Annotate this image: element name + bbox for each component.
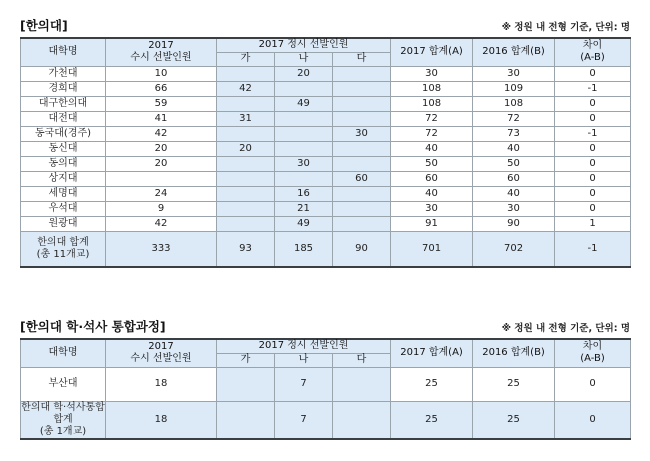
cell-a: 108 (391, 96, 473, 111)
header-diff: 차이 (A-B) (555, 38, 631, 66)
cell-total-b: 25 (473, 401, 555, 439)
cell-diff: 0 (555, 96, 631, 111)
cell-da (333, 96, 391, 111)
cell-na: 49 (275, 216, 333, 231)
table-row (21, 216, 631, 231)
header-ga: 가 (217, 353, 275, 367)
cell-total-ga (217, 401, 275, 439)
cell-susi (106, 171, 217, 186)
cell-a: 72 (391, 111, 473, 126)
header-name: 대학명 (21, 38, 106, 66)
cell-na (275, 126, 333, 141)
cell-ga (217, 126, 275, 141)
header-na: 나 (275, 353, 333, 367)
cell-b: 50 (473, 156, 555, 171)
cell-total-ga: 93 (217, 231, 275, 267)
cell-ga: 20 (217, 141, 275, 156)
cell-b: 109 (473, 81, 555, 96)
header-sum2017: 2017 합계(A) (391, 339, 473, 367)
cell-a: 30 (391, 201, 473, 216)
cell-da (333, 216, 391, 231)
cell-da (333, 201, 391, 216)
cell-total-a: 25 (391, 401, 473, 439)
header-susi: 2017 수시 선발인원 (106, 339, 217, 367)
cell-a: 40 (391, 141, 473, 156)
cell-da (333, 156, 391, 171)
header-jeongsi: 2017 정시 선발인원 (217, 38, 391, 52)
cell-diff: 0 (555, 171, 631, 186)
cell-a: 25 (391, 367, 473, 401)
cell-da (333, 66, 391, 81)
cell-ga: 42 (217, 81, 275, 96)
table-row (21, 96, 631, 111)
cell-total-a: 701 (391, 231, 473, 267)
cell-b: 30 (473, 66, 555, 81)
cell-diff: 0 (555, 186, 631, 201)
cell-na: 20 (275, 66, 333, 81)
table-row (21, 171, 631, 186)
header-da: 다 (333, 353, 391, 367)
cell-total-na: 7 (275, 401, 333, 439)
cell-na: 16 (275, 186, 333, 201)
cell-diff: 0 (555, 141, 631, 156)
table-hanuidae-integrated (20, 338, 631, 440)
cell-b: 73 (473, 126, 555, 141)
cell-susi: 18 (106, 367, 217, 401)
header-jeongsi: 2017 정시 선발인원 (217, 339, 391, 353)
cell-total-na: 185 (275, 231, 333, 267)
cell-a: 108 (391, 81, 473, 96)
cell-na: 7 (275, 367, 333, 401)
table-row (21, 81, 631, 96)
header-na: 나 (275, 52, 333, 66)
cell-na: 49 (275, 96, 333, 111)
cell-a: 30 (391, 66, 473, 81)
cell-susi: 10 (106, 66, 217, 81)
cell-a: 50 (391, 156, 473, 171)
cell-na (275, 141, 333, 156)
cell-na (275, 81, 333, 96)
cell-ga (217, 171, 275, 186)
cell-b: 30 (473, 201, 555, 216)
cell-diff: 0 (555, 367, 631, 401)
cell-name: 가천대 (21, 66, 106, 81)
cell-da (333, 367, 391, 401)
cell-name: 부산대 (21, 367, 106, 401)
section2-note: ※ 정원 내 전형 기준, 단위: 명 (501, 323, 630, 334)
cell-a: 60 (391, 171, 473, 186)
header-diff: 차이 (A-B) (555, 339, 631, 367)
cell-diff: -1 (555, 126, 631, 141)
header-name: 대학명 (21, 339, 106, 367)
cell-name: 원광대 (21, 216, 106, 231)
cell-b: 60 (473, 171, 555, 186)
header-da: 다 (333, 52, 391, 66)
cell-da (333, 81, 391, 96)
cell-susi: 42 (106, 126, 217, 141)
cell-total-b: 702 (473, 231, 555, 267)
cell-da: 60 (333, 171, 391, 186)
cell-b: 40 (473, 186, 555, 201)
cell-ga (217, 156, 275, 171)
cell-na: 21 (275, 201, 333, 216)
header-ga: 가 (217, 52, 275, 66)
cell-total-diff: -1 (555, 231, 631, 267)
cell-diff: 0 (555, 201, 631, 216)
cell-name: 경희대 (21, 81, 106, 96)
cell-diff: 0 (555, 66, 631, 81)
cell-name: 동국대(경주) (21, 126, 106, 141)
header-sum2017: 2017 합계(A) (391, 38, 473, 66)
cell-name: 우석대 (21, 201, 106, 216)
cell-ga (217, 66, 275, 81)
cell-susi: 9 (106, 201, 217, 216)
cell-da (333, 111, 391, 126)
cell-name: 대구한의대 (21, 96, 106, 111)
table-row (21, 201, 631, 216)
section1-title: [한의대] (20, 18, 68, 33)
table-hanuidae (20, 37, 631, 268)
cell-a: 91 (391, 216, 473, 231)
table-row (21, 66, 631, 81)
cell-diff: -1 (555, 81, 631, 96)
cell-ga (217, 96, 275, 111)
cell-total-name: 한의대 학·석사통합 합계 (총 1개교) (21, 401, 105, 437)
cell-ga (217, 367, 275, 401)
cell-na (275, 171, 333, 186)
table-row (21, 111, 631, 126)
table-row (21, 156, 631, 171)
cell-ga: 31 (217, 111, 275, 126)
cell-ga (217, 201, 275, 216)
cell-name: 상지대 (21, 171, 106, 186)
cell-susi: 24 (106, 186, 217, 201)
total-row (21, 401, 631, 439)
cell-na (275, 111, 333, 126)
cell-b: 72 (473, 111, 555, 126)
cell-susi: 20 (106, 156, 217, 171)
cell-diff: 0 (555, 111, 631, 126)
cell-total-susi: 18 (106, 401, 217, 439)
cell-susi: 41 (106, 111, 217, 126)
cell-susi: 66 (106, 81, 217, 96)
cell-na: 30 (275, 156, 333, 171)
header-susi: 2017 수시 선발인원 (106, 38, 217, 66)
cell-a: 72 (391, 126, 473, 141)
cell-susi: 42 (106, 216, 217, 231)
cell-total-diff: 0 (555, 401, 631, 439)
cell-total-da: 90 (333, 231, 391, 267)
cell-ga (217, 216, 275, 231)
section1-note: ※ 정원 내 전형 기준, 단위: 명 (501, 22, 630, 33)
cell-diff: 0 (555, 156, 631, 171)
cell-name: 동의대 (21, 156, 106, 171)
cell-b: 108 (473, 96, 555, 111)
table-row (21, 367, 631, 401)
cell-da: 30 (333, 126, 391, 141)
section2-title: [한의대 학·석사 통합과정] (20, 319, 166, 334)
cell-da (333, 141, 391, 156)
cell-susi: 59 (106, 96, 217, 111)
total-row (21, 231, 631, 267)
cell-da (333, 186, 391, 201)
cell-susi: 20 (106, 141, 217, 156)
cell-b: 40 (473, 141, 555, 156)
cell-ga (217, 186, 275, 201)
table-row (21, 141, 631, 156)
cell-a: 40 (391, 186, 473, 201)
header-sum2016: 2016 합계(B) (473, 38, 555, 66)
cell-name: 세명대 (21, 186, 106, 201)
table-row (21, 126, 631, 141)
cell-name: 동신대 (21, 141, 106, 156)
cell-total-name: 한의대 합계 (총 11개교) (21, 231, 106, 267)
table-row (21, 186, 631, 201)
cell-name: 대전대 (21, 111, 106, 126)
cell-total-susi: 333 (106, 231, 217, 267)
cell-b: 25 (473, 367, 555, 401)
cell-diff: 1 (555, 216, 631, 231)
cell-total-da (333, 401, 391, 439)
cell-b: 90 (473, 216, 555, 231)
header-sum2016: 2016 합계(B) (473, 339, 555, 367)
